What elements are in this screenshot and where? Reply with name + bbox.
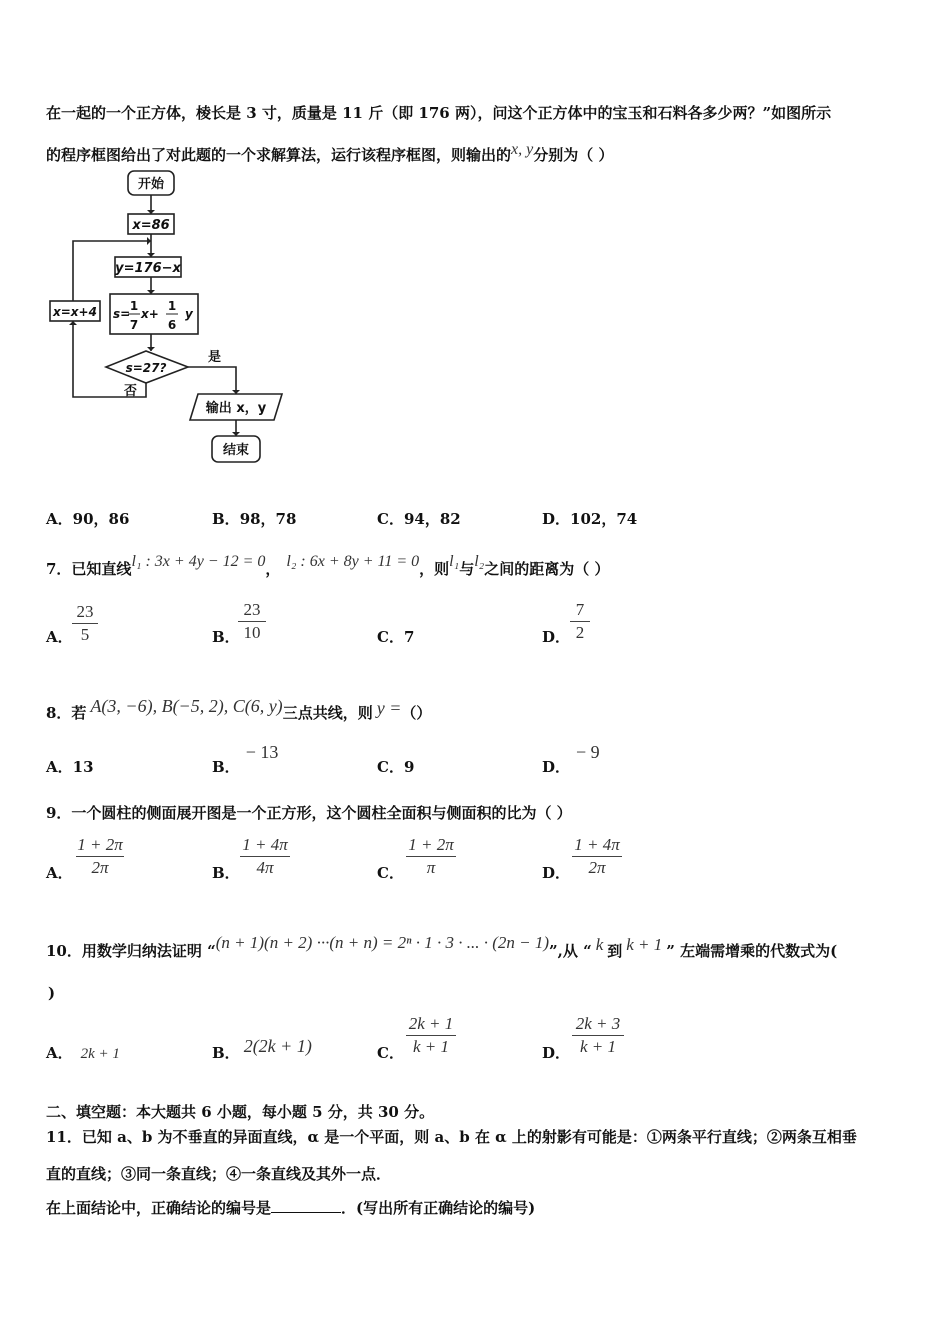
q8-option-c-text: 9 xyxy=(403,758,415,776)
q9-option-a-letter[interactable]: A． xyxy=(46,864,73,882)
q8-stem-mid: 三点共线，则 xyxy=(282,704,373,722)
q6-option-c-letter: C． xyxy=(377,510,404,528)
q7-option-a-num: 23 xyxy=(76,602,94,621)
q10-option-d-den: k + 1 xyxy=(579,1037,617,1056)
q7-option-d-letter[interactable]: D． xyxy=(542,628,571,646)
q7-stem-pre: 7．已知直线 xyxy=(46,560,132,578)
q11-line-3 xyxy=(46,1197,535,1218)
q7-option-c-letter: C． xyxy=(377,628,404,646)
intro-line-2-pre: 的程序框图给出了对此题的一个求解算法，运行该程序框图，则输出的 xyxy=(46,146,512,164)
q8-option-b-text: − 13 xyxy=(245,742,279,762)
q10-option-b-letter: B． xyxy=(212,1044,240,1062)
q9-option-d-letter[interactable]: D． xyxy=(542,864,571,882)
flow-frac1-num: 1 xyxy=(129,299,139,313)
q6-option-b-letter: B． xyxy=(212,510,240,528)
q11-answer-blank[interactable] xyxy=(271,1198,341,1213)
q10-stem xyxy=(46,933,837,961)
q9-option-b-letter[interactable]: B． xyxy=(212,864,240,882)
q10-formula: (n + 1)(n + 2) ···(n + n) = 2ⁿ · 1 · 3 · ... · (2n − 1) xyxy=(215,933,549,952)
q8-stem xyxy=(46,696,431,723)
q9-option-c-fraction xyxy=(406,835,456,878)
q6-option-a-text: 90，86 xyxy=(72,510,130,528)
flow-init-label: x=86 xyxy=(132,218,170,233)
intro-line-2-post: 分别为（ ） xyxy=(533,146,614,164)
q7-with: 与 xyxy=(459,560,475,578)
q9-option-b-fraction xyxy=(240,835,290,878)
q8-option-a-text: 13 xyxy=(72,758,94,776)
q7-option-b-fraction xyxy=(238,600,266,643)
q9-stem: 9．一个圆柱的侧面展开图是一个正方形，这个圆柱全面积与侧面积的比为（ ） xyxy=(46,804,572,822)
q6-option-d-letter: D． xyxy=(542,510,571,528)
q6-option-b-text: 98，78 xyxy=(239,510,297,528)
q8-option-c[interactable] xyxy=(377,756,414,777)
q7-option-d-num: 7 xyxy=(575,600,585,619)
q10-stem-mid1: ”,从 “ xyxy=(549,942,592,960)
q8-stem-post: （） xyxy=(401,704,432,722)
q7-stem xyxy=(46,553,609,579)
q10-k: k xyxy=(595,935,604,954)
q7-option-c-text: 7 xyxy=(403,628,415,646)
q10-stem-mid2: ” 左端需增乘的代数式为( xyxy=(666,942,838,960)
q9-option-c-num: 1 + 2π xyxy=(408,835,454,854)
flow-output-label: 输出 x，y xyxy=(205,401,267,416)
q7-then: ，则 xyxy=(419,560,450,578)
q8-option-b-letter: B． xyxy=(212,758,240,776)
flow-no-label: 否 xyxy=(124,384,138,399)
flow-yes-label: 是 xyxy=(208,350,222,365)
q9-option-a-fraction xyxy=(76,835,124,878)
q8-option-d[interactable] xyxy=(542,742,600,777)
q8-option-d-letter: D． xyxy=(542,758,571,776)
q6-option-c-text: 94，82 xyxy=(403,510,461,528)
q9-option-b-num: 1 + 4π xyxy=(242,835,288,854)
q7-option-d-den: 2 xyxy=(575,623,585,642)
q10-option-a[interactable] xyxy=(46,1042,120,1063)
q8-stem-pre: 8．若 xyxy=(46,704,87,722)
q9-option-d-den: 2π xyxy=(588,858,606,877)
q11-line-3-pre: 在上面结论中，正确结论的编号是 xyxy=(46,1199,272,1217)
q7-option-b-num: 23 xyxy=(243,600,261,619)
flow-s-lhs: s= xyxy=(113,307,131,321)
q6-option-a-letter: A． xyxy=(46,510,73,528)
q7-line-l1: l₁ : 3x + 4y − 12 = 0 xyxy=(131,553,266,570)
flow-tail-term: y xyxy=(185,307,193,321)
q11-line-1: 11．已知 a、b 为不垂直的异面直线，α 是一个平面，则 a、b 在 α 上的射影有可能是：①两条平行直线；②两条互相垂 xyxy=(46,1128,857,1146)
q9-option-c-den: π xyxy=(426,858,436,877)
q7-comma: ， xyxy=(265,560,281,578)
q6-option-d[interactable] xyxy=(542,508,637,529)
q7-option-b-letter[interactable]: B． xyxy=(212,628,240,646)
q9-option-b-den: 4π xyxy=(256,858,274,877)
flow-frac2-den: 6 xyxy=(167,318,177,332)
q9-option-a-den: 2π xyxy=(91,858,109,877)
q10-stem-end: ) xyxy=(48,984,56,1002)
q10-option-a-text: 2k + 1 xyxy=(80,1046,120,1062)
q10-option-c-num: 2k + 1 xyxy=(408,1014,454,1033)
flow-end-label: 结束 xyxy=(222,443,250,458)
q7-l1-ref: l₁ xyxy=(449,553,460,570)
flow-mid-term: x+ xyxy=(141,307,159,321)
q10-option-c-letter[interactable]: C． xyxy=(377,1044,404,1062)
q6-option-c[interactable] xyxy=(377,508,461,529)
q7-option-d-fraction xyxy=(570,600,590,643)
q6-option-a[interactable] xyxy=(46,508,129,529)
intro-line-2 xyxy=(46,141,613,165)
q7-option-a-fraction xyxy=(72,602,98,645)
q8-option-b[interactable] xyxy=(212,742,279,777)
intro-xy-math: x, y xyxy=(511,141,534,158)
q8-option-d-text: − 9 xyxy=(576,742,600,762)
q7-option-a-letter[interactable]: A． xyxy=(46,628,73,646)
q10-option-b-text: 2(2k + 1) xyxy=(243,1036,312,1056)
q10-option-c-den: k + 1 xyxy=(412,1037,450,1056)
flowchart xyxy=(40,165,300,470)
q10-stem-pre: 10．用数学归纳法证明 “ xyxy=(46,942,216,960)
q10-to: 到 xyxy=(607,942,623,960)
q11-line-2: 直的直线；③同一条直线；④一条直线及其外一点． xyxy=(46,1165,392,1183)
q8-points: A(3, −6), B(−5, 2), C(6, y) xyxy=(90,696,283,716)
q8-option-a-letter: A． xyxy=(46,758,73,776)
q11-line-3-post: ．(写出所有正确结论的编号) xyxy=(341,1199,536,1217)
q9-option-d-fraction xyxy=(572,835,622,878)
flow-frac1-den: 7 xyxy=(129,318,139,332)
flow-condition-label: s=27? xyxy=(125,361,167,375)
q8-option-a[interactable] xyxy=(46,756,94,777)
q7-l2-ref: l₂ xyxy=(474,553,485,570)
q7-option-a-den: 5 xyxy=(80,625,90,644)
q9-option-a-num: 1 + 2π xyxy=(77,835,123,854)
flow-loop-label: x=x+4 xyxy=(53,305,97,319)
q7-option-c[interactable] xyxy=(377,626,414,647)
q6-option-b[interactable] xyxy=(212,508,296,529)
flow-start-label: 开始 xyxy=(137,177,165,192)
intro-line-1: 在一起的一个正方体，棱长是 3 寸，质量是 11 斤（即 176 两），问这个正方体中的宝玉和石料各多少两？”如图所示 xyxy=(46,104,832,122)
q10-option-d-num: 2k + 3 xyxy=(575,1014,621,1033)
q10-option-c-fraction xyxy=(406,1014,456,1057)
flow-frac2-num: 1 xyxy=(167,299,177,313)
q10-option-b[interactable] xyxy=(212,1036,312,1063)
q8-option-c-letter: C． xyxy=(377,758,404,776)
q8-y-eq: y = xyxy=(376,698,402,718)
q9-option-d-num: 1 + 4π xyxy=(574,835,620,854)
q7-option-b-den: 10 xyxy=(243,623,261,642)
q6-option-d-text: 102，74 xyxy=(570,510,638,528)
q7-line-l2: l₂ : 6x + 8y + 11 = 0 xyxy=(286,553,420,570)
q10-k-plus-1: k + 1 xyxy=(626,935,663,954)
q10-option-d-fraction xyxy=(572,1014,624,1057)
q10-option-d-letter[interactable]: D． xyxy=(542,1044,571,1062)
q7-stem-post: 之间的距离为（ ） xyxy=(484,560,610,578)
q9-option-c-letter[interactable]: C． xyxy=(377,864,404,882)
section2-heading: 二、填空题：本大题共 6 小题，每小题 5 分，共 30 分。 xyxy=(46,1103,435,1121)
q10-option-a-letter: A． xyxy=(46,1044,73,1062)
flow-assign-y-label: y=176−x xyxy=(115,261,181,276)
